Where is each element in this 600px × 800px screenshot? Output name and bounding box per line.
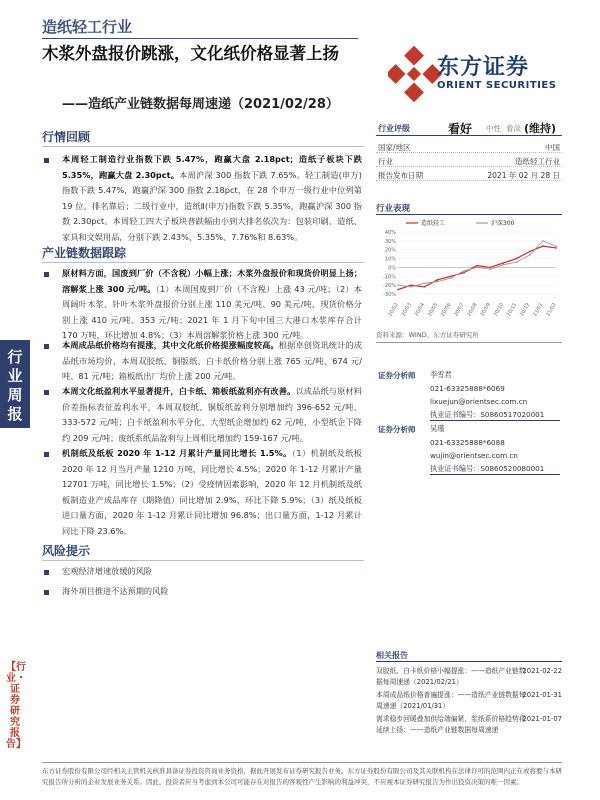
chain-bold-4: 机制纸及纸板 2020 年 1-12 月累计产量同比增长 1.5%。 — [62, 448, 292, 458]
x-tick-label: 20/07 — [453, 302, 466, 318]
analyst-label: 证券分析师 — [378, 425, 416, 434]
legend-label: 沪深300 — [491, 220, 515, 227]
chain-text-4: （1）机制纸及纸板 2020 年 12 月当月产量 1210 万吨，同比增长 4.5%；2020 年 1-12 月累计产量 12701 万吨，同比增长 1.5%；（2）受疫情因素影响，2020 年 12 月机制纸及纸板制造业产成品库存（期降值）同比增加 2.9%，环比下降 5.9%；（3）纸及纸板进口量方面，2020 年 1-12 月累计同比增加 96.8%；出口量方面，1-12 月累计同比下降 23.6%。 — [62, 448, 362, 536]
review-heading: 行情回顾 — [42, 130, 91, 144]
bullet-icon — [44, 590, 49, 595]
related-item-date: 2021-01-31 — [522, 691, 562, 699]
x-tick-label: 20/02 — [387, 302, 400, 318]
bullet-icon — [44, 344, 49, 349]
risk-heading-rule — [42, 560, 364, 561]
y-tick-label: 20% — [384, 247, 396, 254]
data-point — [476, 267, 478, 269]
footer-rule — [42, 762, 562, 763]
related-rule — [376, 661, 562, 662]
review-heading-rule — [42, 146, 364, 147]
performance-rule — [376, 214, 562, 215]
y-tick-label: 0% — [388, 265, 396, 272]
x-tick-label: 21/01 — [532, 302, 545, 318]
related-item[interactable] — [376, 690, 562, 712]
data-point — [516, 261, 518, 263]
risk-item: 海外项目推进不达预期的风险 — [62, 586, 169, 596]
chain-bold-1: 原材料方面，国废到厂价（不含税）小幅上涨；木浆外盘报价和现货价明显上扬；溶解浆上涨 300 元/吨。 — [62, 268, 362, 294]
bullet-icon — [44, 390, 49, 395]
data-point — [410, 286, 412, 288]
x-tick-label: 20/03 — [400, 302, 413, 318]
related-item[interactable] — [376, 666, 562, 688]
data-point — [397, 289, 399, 291]
related-item-title[interactable]: 本周成品纸价格普遍提涨：——造纸产业链数据每周速递（2021/01/31） — [376, 691, 526, 710]
y-tick-label: 40% — [384, 230, 396, 236]
related-item[interactable] — [376, 714, 562, 736]
performance-chart — [376, 216, 562, 320]
chain-paragraph-3 — [62, 384, 362, 446]
chain-paragraph-1 — [62, 266, 362, 344]
info-value: 中国 — [545, 143, 560, 152]
y-tick-label: 10% — [384, 256, 396, 263]
legend-label: 造纸轻工 — [421, 220, 446, 227]
analyst-cert: 执业证书编号：S0860517020001 — [430, 410, 560, 421]
info-value: 2021 年 02 月 28 日 — [487, 171, 560, 180]
analyst-label: 证券分析师 — [378, 371, 416, 380]
data-point — [542, 245, 544, 247]
series-line-1 — [398, 241, 556, 287]
data-point — [529, 251, 531, 253]
x-tick-label: 20/06 — [439, 302, 453, 318]
analyst-name: 李雪君 — [430, 370, 452, 379]
chain-text-3: 以成品纸与原材料价差指标表征盈利水平，本周双胶纸、铜版纸盈利分别增加约 396-652 元/吨、333-572 元/吨；白卡纸盈利水平分化，大型纸企增加约 62 元/吨，小型纸企下降约 209 元/吨；废纸系纸品盈利与上周相比增加约 159-167 元/吨。 — [62, 386, 362, 443]
data-point — [503, 262, 505, 264]
info-value: 造纸轻工行业 — [515, 157, 560, 166]
x-tick-label: 20/05 — [426, 302, 440, 318]
chain-heading-rule — [42, 262, 364, 263]
header-rule — [42, 38, 358, 39]
bullet-icon — [44, 570, 49, 575]
x-tick-label: 20/04 — [413, 302, 427, 318]
data-point — [516, 258, 518, 260]
risk-item: 宏观经济增速放缓的风险 — [62, 566, 153, 576]
rating-row — [376, 120, 562, 136]
data-point — [503, 264, 505, 266]
chart-source: 资料来源：WIND、东方证券研究所 — [376, 331, 479, 339]
rating-label: 行业评级 — [378, 124, 410, 133]
info-row — [376, 140, 562, 153]
analyst-phone: 021-63325888*6088 — [430, 438, 505, 447]
analyst-email[interactable]: lixuejun@orientsec.com.cn — [430, 397, 528, 406]
data-point — [542, 240, 544, 242]
data-point — [489, 268, 491, 270]
chain-paragraph-2 — [62, 338, 362, 385]
chain-bold-2: 本周成品纸价格均有提涨，其中文化纸价格提涨幅度较高。 — [62, 340, 279, 350]
review-paragraph — [62, 152, 362, 245]
x-tick-label: 21/02 — [545, 302, 558, 318]
data-point — [555, 245, 557, 247]
chain-text-2: 根据卓创资讯统计的成品纸市场均价，本周双胶纸、铜版纸、白卡纸价格分别上涨 765 元/吨、674 元/吨、81 元/吨；箱板纸出厂均价上涨 200 元/吨。 — [62, 340, 362, 381]
disclaimer: 东方证券股份有限公司经相关主管机关核准具备证券投资咨询业务资格，据此开展发布证券研究报告业务。东方证券股份有限公司及其关联机构在法律许可的范围内正在或将要与本研究报告所分析的企业发展业务关系。因此，投资者应当考虑到本公司可能存在对报告的客观性产生影响的利益冲突，不应视本证券研究报告为作出投资决策的唯一因素。 — [42, 767, 562, 786]
data-point — [489, 267, 491, 269]
data-point — [424, 286, 426, 288]
data-point — [397, 284, 399, 286]
analyst-cert: 执业证书编号：S0860520080001 — [430, 464, 560, 475]
report-title: 木浆外盘报价跳涨，文化纸价格显著上扬 — [42, 44, 339, 63]
related-item-date: 2021-01-07 — [522, 715, 562, 723]
related-item-title[interactable]: 需求稳步回暖叠加供给端偏紧，浆纸系价格趋势将延续上扬：——造纸产业链数据每周速递 — [376, 715, 526, 734]
analyst-name: 吴瑾 — [430, 424, 445, 433]
data-point — [450, 275, 452, 277]
y-tick-label: -20% — [383, 283, 396, 290]
x-tick-label: 20/10 — [492, 302, 506, 318]
data-point — [476, 265, 478, 267]
analyst-email[interactable]: wujin@orientsec.com.cn — [430, 451, 518, 460]
info-row — [376, 154, 562, 167]
chain-bold-3: 本周文化纸盈利水平显著提升，白卡纸、箱板纸盈利亦有改善。 — [62, 386, 296, 396]
report-category-label: 【行业・证券研究报告】 — [6, 662, 26, 750]
performance-title: 行业表现 — [376, 204, 411, 214]
y-tick-label: 30% — [384, 238, 396, 245]
x-tick-label: 20/09 — [479, 302, 492, 318]
related-title: 相关报告 — [376, 651, 408, 660]
rating-negative: 看淡 — [506, 124, 521, 133]
y-tick-label: -30% — [383, 292, 396, 298]
data-point — [410, 284, 412, 286]
report-type-label: 行业周报 — [7, 348, 23, 423]
report-subtitle: ——造纸产业链数据每周速递（2021/02/28） — [62, 97, 339, 112]
bullet-icon — [44, 158, 49, 163]
x-tick-label: 20/11 — [505, 302, 519, 318]
data-point — [450, 277, 452, 279]
bullet-icon — [44, 272, 49, 277]
info-key: 行业 — [378, 157, 393, 166]
brand-name-cn: 东方证券 — [437, 55, 530, 80]
related-item-date: 2021-02-22 — [522, 667, 562, 675]
data-point — [424, 283, 426, 285]
data-point — [555, 247, 557, 249]
chain-heading: 产业链数据跟踪 — [42, 246, 127, 260]
chain-text-1: （1）本周国废到厂价（不含税）上涨 43 元/吨；（2）本周阔叶木浆、针叶木浆外盘报价分别上涨 110 美元/吨、90 美元/吨，现货价格分别上涨 410 元/吨、353 元/吨；2021 年 1 月下旬中国三大港口木浆库存合计 170 万吨，环比增加 4.8%；（3）本周溶解浆价格上涨 300 元/吨。 — [62, 283, 362, 340]
info-key: 国家/地区 — [378, 143, 411, 152]
section-tag: 造纸轻工行业 — [42, 18, 133, 36]
review-text: 本周沪深 300 指数下跌 7.65%。轻工制造(申万)指数下跌 5.47%，跑赢沪深 300 指数 2.18pct，在 28 个申万一级行业中位列第 19 位，排名靠后；二级行业中，造纸Ⅱ(申万)指数下跌 5.35%，跑赢沪深 300 指数 2.30pct。本周轻工四大子板块普跌幅由小到大排名依次为：包装印刷、造纸、家具和文娱用品，分别下跌 2.43%、5.35%、7.76%和 8.63%。 — [62, 169, 362, 242]
rating-keep: (维持) — [524, 122, 557, 135]
info-row — [376, 168, 562, 181]
analyst-phone: 021-63325888*6069 — [430, 384, 505, 393]
x-tick-label: 20/12 — [518, 302, 532, 318]
risk-heading: 风险提示 — [42, 544, 91, 558]
rating-value: 看好 — [448, 122, 473, 136]
data-point — [529, 254, 531, 256]
data-point — [463, 272, 465, 274]
rating-neutral: 中性 — [486, 124, 501, 133]
brand-name-en: ORIENT SECURITIES — [437, 80, 557, 91]
data-point — [437, 281, 439, 283]
y-tick-label: -10% — [383, 274, 396, 281]
data-point — [437, 279, 439, 281]
bullet-icon — [44, 452, 49, 457]
review-bold: 本周轻工制造行业指数下跌 5.47%，跑赢大盘 2.18pct；造纸子板块下跌 5.35%，跑赢大盘 2.30pct。 — [62, 154, 362, 180]
info-key: 报告发布日期 — [378, 171, 423, 180]
source-rule — [376, 342, 562, 343]
x-tick-label: 20/08 — [466, 302, 479, 318]
chain-paragraph-4 — [62, 446, 362, 539]
data-point — [463, 270, 465, 272]
related-item-title[interactable]: 双胶纸、白卡纸价格小幅提涨：——造纸产业链数据每周速递（2021/02/21） — [376, 667, 526, 686]
